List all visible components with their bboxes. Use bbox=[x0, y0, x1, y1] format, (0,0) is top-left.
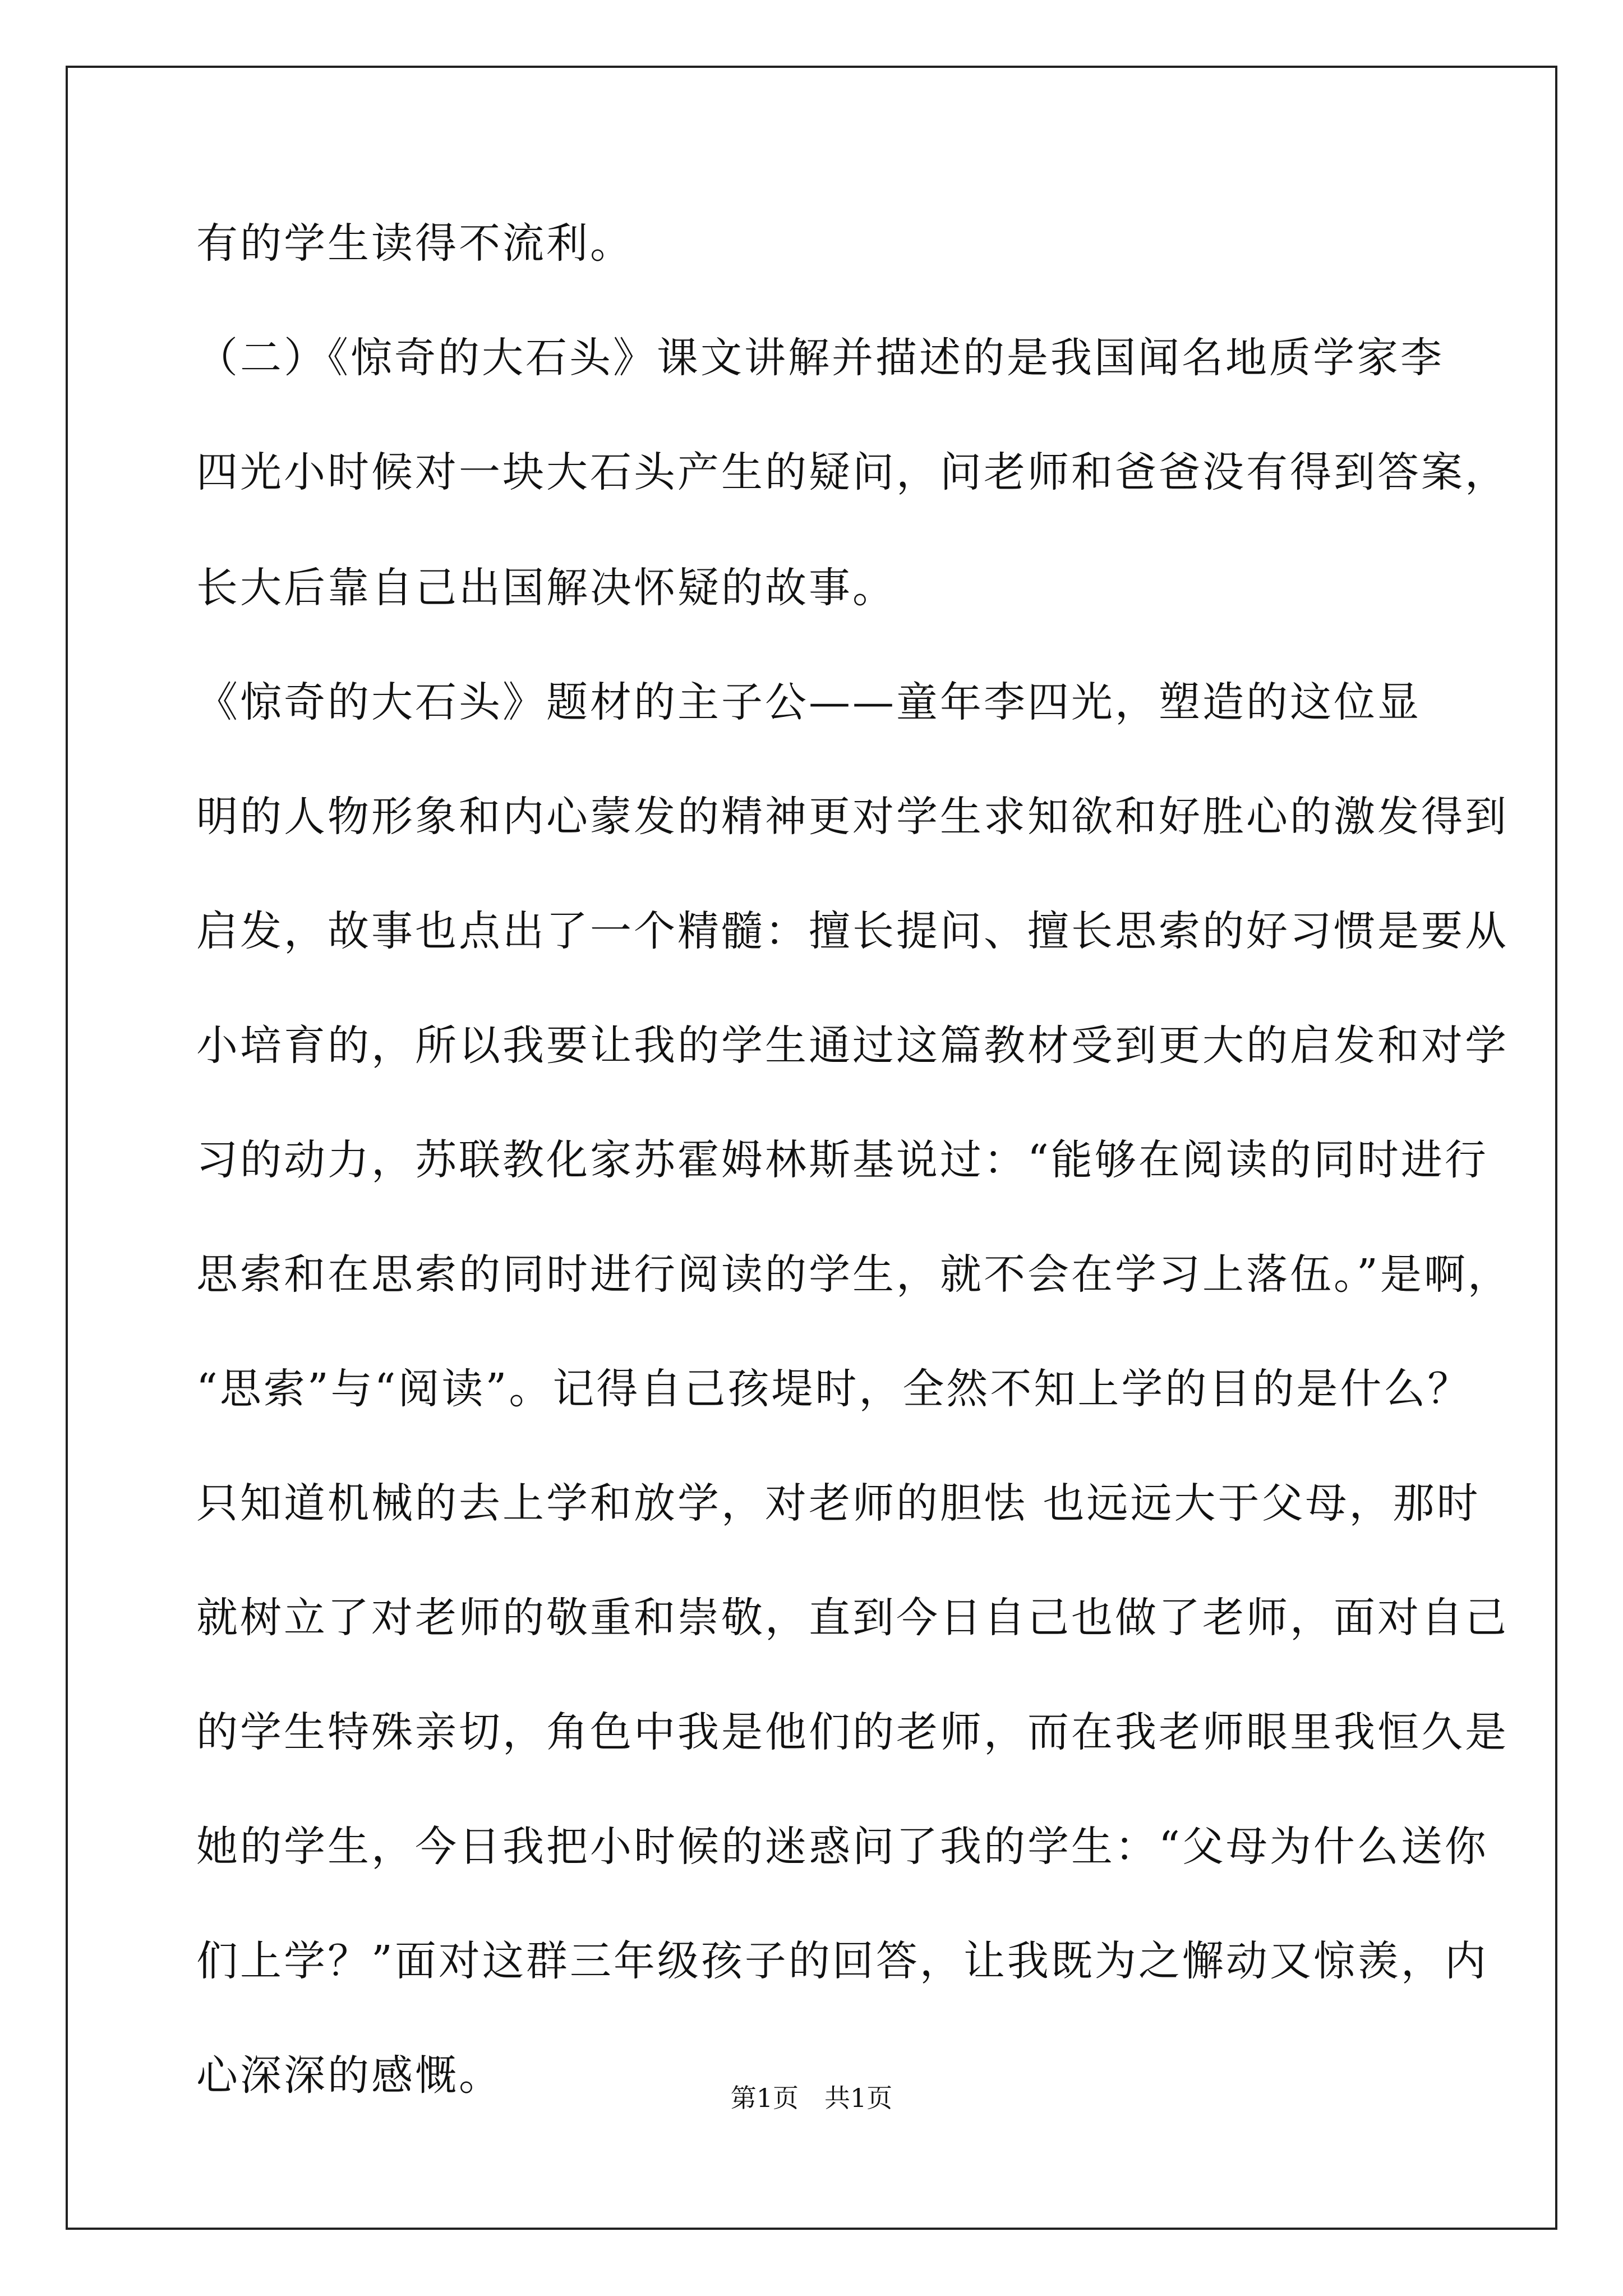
body-line-6: 明的人物形象和内心蒙发的精神更对学生求知欲和好胜心的激发得到 bbox=[196, 793, 1509, 841]
body-line-10: 思索和在思索的同时进行阅读的学生，就不会在学习上落伍。”是啊， bbox=[196, 1250, 1511, 1299]
body-line-1: 有的学生读得不流利。 bbox=[196, 219, 634, 268]
body-line-9: 习的动力，苏联教化家苏霍姆林斯基说过：“能够在阅读的同时进行 bbox=[196, 1136, 1488, 1184]
body-line-11: “思索”与“阅读”。记得自己孩堤时，全然不知上学的目的是什么？ bbox=[196, 1365, 1472, 1413]
body-line-7: 启发，故事也点出了一个精髓：擅长提问、擅长思索的好习惯是要从 bbox=[196, 907, 1509, 955]
body-line-17: 心深深的感慨。 bbox=[196, 2051, 502, 2100]
body-line-15: 她的学生，今日我把小时候的迷惑问了我的学生：“父母为什么送你 bbox=[196, 1823, 1488, 1871]
body-line-2: （二）《惊奇的大石头》课文讲解并描述的是我国闻名地质学家李 bbox=[196, 334, 1444, 382]
body-line-13: 就树立了对老师的敬重和崇敬，直到今日自己也做了老师，面对自己 bbox=[196, 1594, 1509, 1642]
body-line-3: 四光小时候对一块大石头产生的疑问，问老师和爸爸没有得到答案， bbox=[196, 448, 1509, 496]
body-line-12: 只知道机械的去上学和放学，对老师的胆怯 也远远大于父母，那时 bbox=[196, 1479, 1481, 1527]
body-line-16: 们上学？”面对这群三年级孩子的回答，让我既为之懈动又惊羡，内 bbox=[196, 1937, 1488, 1985]
body-line-8: 小培育的，所以我要让我的学生通过这篇教材受到更大的启发和对学 bbox=[196, 1022, 1509, 1070]
body-line-5: 《惊奇的大石头》题材的主子公——童年李四光，塑造的这位显 bbox=[196, 678, 1421, 726]
body-line-4: 长大后靠自己出国解决怀疑的故事。 bbox=[196, 564, 896, 612]
body-line-14: 的学生特殊亲切，角色中我是他们的老师，而在我老师眼里我恒久是 bbox=[196, 1708, 1509, 1756]
page-footer: 第1页 共1页 bbox=[730, 2083, 893, 2113]
